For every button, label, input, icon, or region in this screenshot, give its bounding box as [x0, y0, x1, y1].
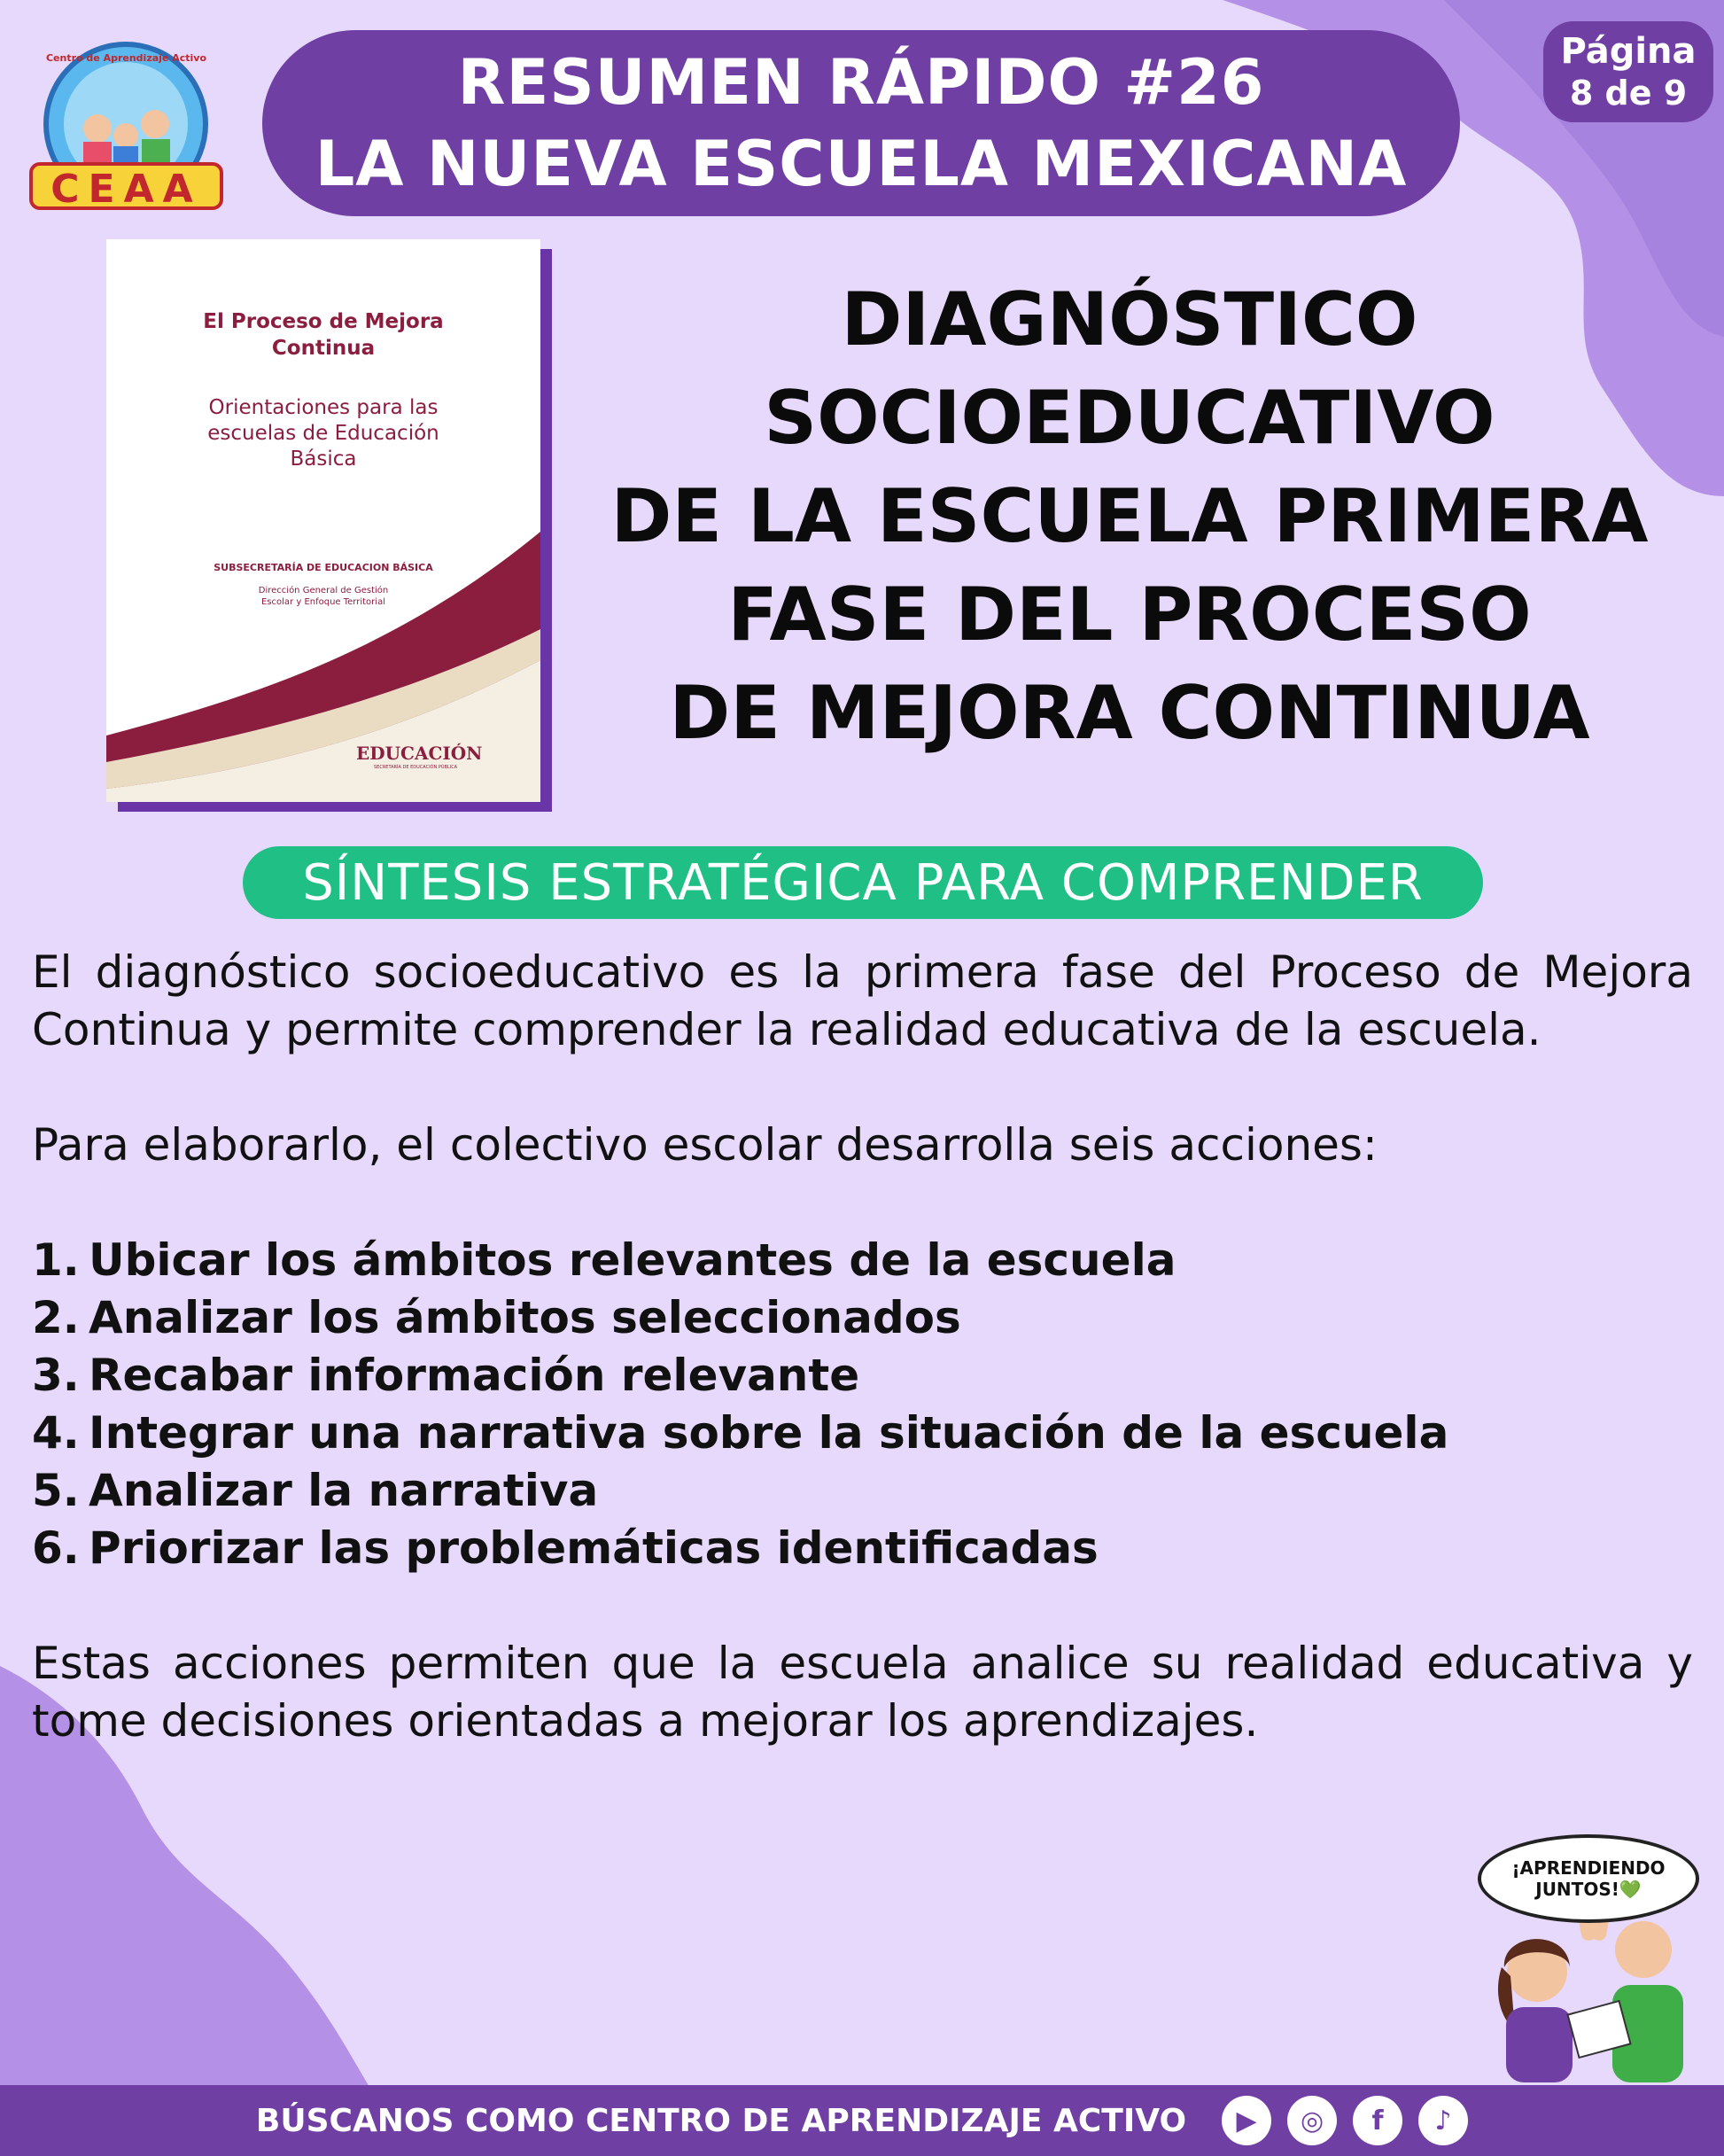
- logo-text: CEAA: [50, 167, 202, 212]
- logo-arc-text: Centro de Aprendizaje Activo: [45, 52, 207, 64]
- main-title-line2: SOCIOEDUCATIVO: [764, 375, 1495, 461]
- main-title-line1: DIAGNÓSTICO: [841, 276, 1418, 362]
- list-item: 2. Analizar los ámbitos seleccionados: [32, 1292, 961, 1343]
- intro-paragraph: El diagnóstico socioeducativo es la primera fase del Proceso de Mejora Continua y permite comprender la realidad educativa de la escuela.: [32, 946, 1693, 1055]
- ceaa-logo: [27, 40, 226, 213]
- header-title-line2: LA NUEVA ESCUELA MEXICANA: [315, 128, 1408, 200]
- main-title-line5: DE MEJORA CONTINUA: [669, 670, 1590, 756]
- main-title: [585, 270, 1674, 762]
- list-item: 3. Recabar información relevante: [32, 1350, 860, 1401]
- main-title-line3: DE LA ESCUELA PRIMERA: [610, 473, 1649, 559]
- list-item: 1. Ubicar los ámbitos relevantes de la escuela: [32, 1234, 1177, 1286]
- lead-paragraph: Para elaborarlo, el colectivo escolar desarrolla seis acciones:: [32, 1119, 1378, 1171]
- footer-text: BÚSCANOS COMO CENTRO DE APRENDIZAJE ACTIVO: [255, 2102, 1187, 2139]
- book-subtitle: Orientaciones para las escuelas de Educación Básica: [207, 396, 439, 471]
- body-content: [32, 944, 1693, 1750]
- bubble-line1: ¡APRENDIENDO: [1511, 1857, 1666, 1879]
- synthesis-label: SÍNTESIS ESTRATÉGICA PARA COMPRENDER: [243, 846, 1483, 919]
- closing-paragraph: Estas acciones permiten que la escuela analice su realidad educativa y tome decisiones orientadas a mejorar los aprendizajes.: [32, 1638, 1693, 1747]
- instagram-icon[interactable]: ◎: [1287, 2096, 1337, 2145]
- list-item: 5. Analizar la narrativa: [32, 1465, 599, 1516]
- bubble-line2: JUNTOS!💚: [1535, 1879, 1642, 1900]
- footer-banner: [0, 2085, 1724, 2156]
- book-brand: EDUCACIÓN: [356, 743, 483, 764]
- page-number: 8 de 9: [1569, 74, 1688, 113]
- facebook-icon[interactable]: f: [1353, 2096, 1402, 2145]
- tiktok-icon[interactable]: ♪: [1418, 2096, 1468, 2145]
- book-cover: [106, 239, 540, 802]
- main-title-line4: FASE DEL PROCESO: [727, 572, 1532, 658]
- book-brand-sub: SECRETARÍA DE EDUCACIÓN PÚBLICA: [374, 765, 458, 770]
- list-item: 4. Integrar una narrativa sobre la situación de la escuela: [32, 1407, 1449, 1459]
- header-title-line1: RESUMEN RÁPIDO #26: [457, 46, 1265, 119]
- list-item: 6. Priorizar las problemáticas identificadas: [32, 1522, 1099, 1574]
- social-icons: [1206, 2096, 1468, 2145]
- book-title: El Proceso de Mejora Continua: [203, 310, 444, 360]
- book-direction: Dirección General de Gestión Escolar y Enfoque Territorial: [258, 586, 389, 607]
- page-number-badge: [1543, 21, 1713, 122]
- header-title-banner: [262, 30, 1460, 216]
- book-office: SUBSECRETARÍA DE EDUCACION BÁSICA: [214, 562, 433, 573]
- youtube-icon[interactable]: ▶: [1222, 2096, 1271, 2145]
- page-label: Página: [1560, 31, 1697, 72]
- steps-list: [32, 1232, 1693, 1577]
- speech-bubble: [1478, 1834, 1699, 1923]
